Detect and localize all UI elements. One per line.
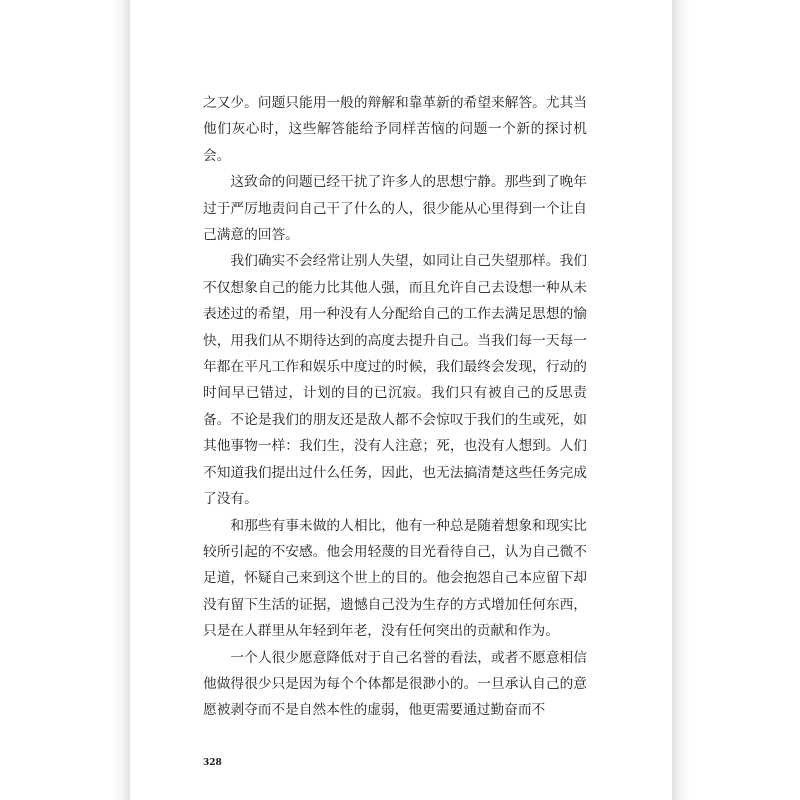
page-number: 328 [203, 758, 222, 768]
paragraph-1: 之又少。问题只能用一般的辩解和靠革新的希望来解答。尤其当他们灰心时，这些解答能给予同样苦恼的问题一个新的探讨机会。 [203, 95, 587, 164]
paragraph-5: 一个人很少愿意降低对于自己名誉的看法，或者不愿意相信他做得很少只是因为每个个体都是很渺小的。一旦承认自己的意愿被剥夺而不是自然本性的虚弱，他更需要通过勤奋而不 [203, 649, 587, 719]
paragraph-2: 这致命的问题已经干扰了许多人的思想宁静。那些到了晚年过于严厉地责问自己干了什么的人，很少能从心里得到一个让自己满意的回答。 [203, 174, 587, 244]
page-body-text [203, 90, 587, 724]
paragraph-4: 和那些有事未做的人相比，他有一种总是随着想象和现实比较所引起的不安感。他会用轻蔑的目光看待自己，认为自己微不足道，怀疑自己来到这个世上的目的。他会抱怨自己本应留下却没有留下生活的证据，遗憾自己没为生存的方式增加任何东西，只是在人群里从年轻到年老，没有任何突出的贡献和作为。 [203, 517, 587, 640]
page-shadow-left [112, 0, 130, 800]
paragraph-3: 我们确实不会经常让别人失望，如同让自己失望那样。我们不仅想象自己的能力比其他人强，而且允许自己去设想一种从未表述过的希望，用一种没有人分配给自己的工作去满足思想的愉快，用我们从不期待达到的高度去提升自己。当我们每一天每一年都在平凡工作和娱乐中度过的时候，我们最终会发现，行动的时间早已错过，计划的目的已沉寂。我们只有被自己的反思责备。不论是我们的朋友还是敌人都不会惊叹于我们的生或死，如其他事物一样：我们生，没有人注意；死，也没有人想到。人们不知道我们提出过什么任务，因此，也无法搞清楚这些任务完成了没有。 [203, 253, 587, 508]
page-shadow-right [672, 0, 690, 800]
book-page [130, 0, 672, 800]
